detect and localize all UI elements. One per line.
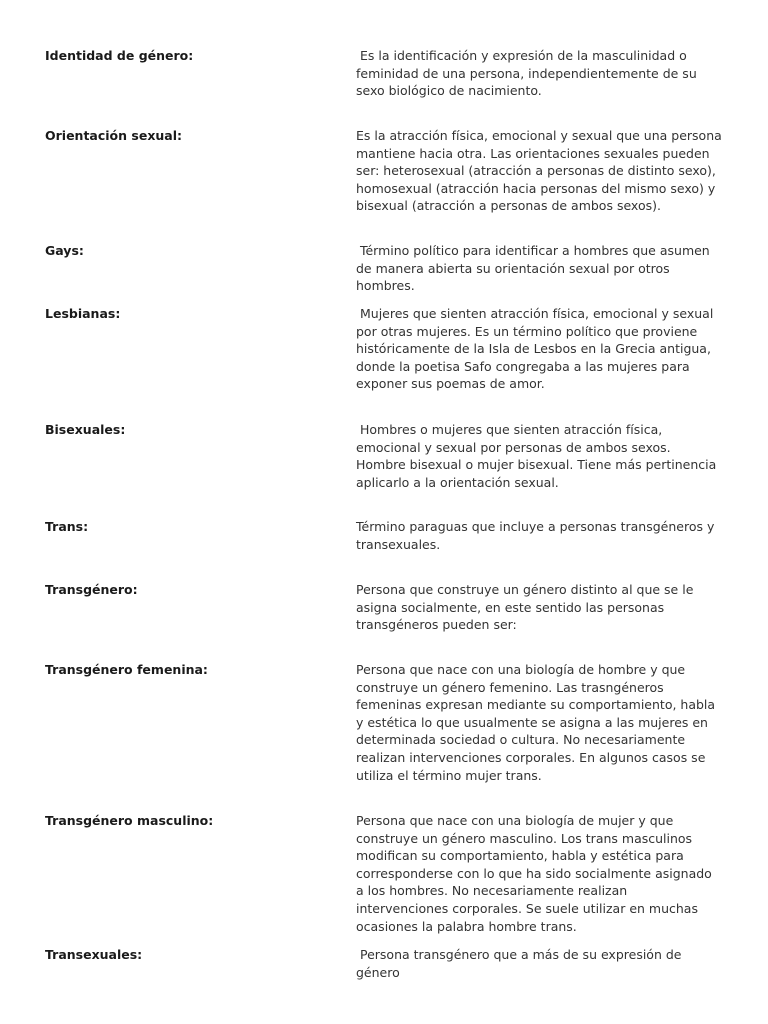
term-label: Transexuales: — [45, 947, 143, 962]
term-definition: Persona que construye un género distinto al que se le asigna socialmente, en este sentido las personas transgéneros pueden ser: — [356, 582, 698, 633]
term-label: Transgénero: — [45, 582, 138, 597]
term-definition: Es la identificación y expresión de la masculinidad o feminidad de una persona, independientemente de su sexo biológico de nacimiento. — [356, 48, 701, 99]
term-definition: Mujeres que sienten atracción física, emocional y sexual por otras mujeres. Es un término político que proviene históricamente de la Isla de Lesbos en la Grecia antigua, donde la poetisa Safo congregaba a las mujeres para exponer sus poemas de amor. — [356, 306, 718, 392]
term-label: Orientación sexual: — [45, 128, 182, 143]
term-label: Bisexuales: — [45, 422, 126, 437]
term-definition: Término paraguas que incluye a personas transgéneros y transexuales. — [356, 519, 719, 552]
term-definition: Es la atracción física, emocional y sexual que una persona mantiene hacia otra. Las orientaciones sexuales pueden ser: heterosexual (atracción a personas de distinto sexo), homosexual (atracción hacia personas del mismo sexo) y bisexual (atracción a personas de ambos sexos). — [356, 128, 726, 214]
term-label: Identidad de género: — [45, 48, 194, 63]
term-definition: Persona que nace con una biología de hombre y que construye un género femenino. Las trasngéneros femeninas expresan mediante su comportamiento, habla y estética lo que usualmente se asigna a las mujeres en determinada sociedad o cultura. No necesariamente realizan intervenciones corporales. En algunos casos se utiliza el término mujer trans. — [356, 662, 720, 783]
term-definition: Persona transgénero que a más de su expresión de género — [356, 947, 686, 980]
term-definition: Término político para identificar a hombres que asumen de manera abierta su orientación sexual por otros hombres. — [356, 243, 714, 294]
term-label: Transgénero masculino: — [45, 813, 214, 828]
term-label: Gays: — [45, 243, 84, 258]
term-definition: Persona que nace con una biología de mujer y que construye un género masculino. Los trans masculinos modifican su comportamiento, habla y estética para corresponderse con lo que ha sido socialmente asignado a los hombres. No necesariamente realizan intervenciones corporales. Se suele utilizar en muchas ocasiones la palabra hombre trans. — [356, 813, 716, 934]
term-definition: Hombres o mujeres que sienten atracción física, emocional y sexual por personas de ambos sexos. Hombre bisexual o mujer bisexual. Tiene más pertinencia aplicarlo a la orientación sexual. — [356, 422, 721, 490]
term-label: Transgénero femenina: — [45, 662, 208, 677]
term-label: Trans: — [45, 519, 89, 534]
term-label: Lesbianas: — [45, 306, 121, 321]
